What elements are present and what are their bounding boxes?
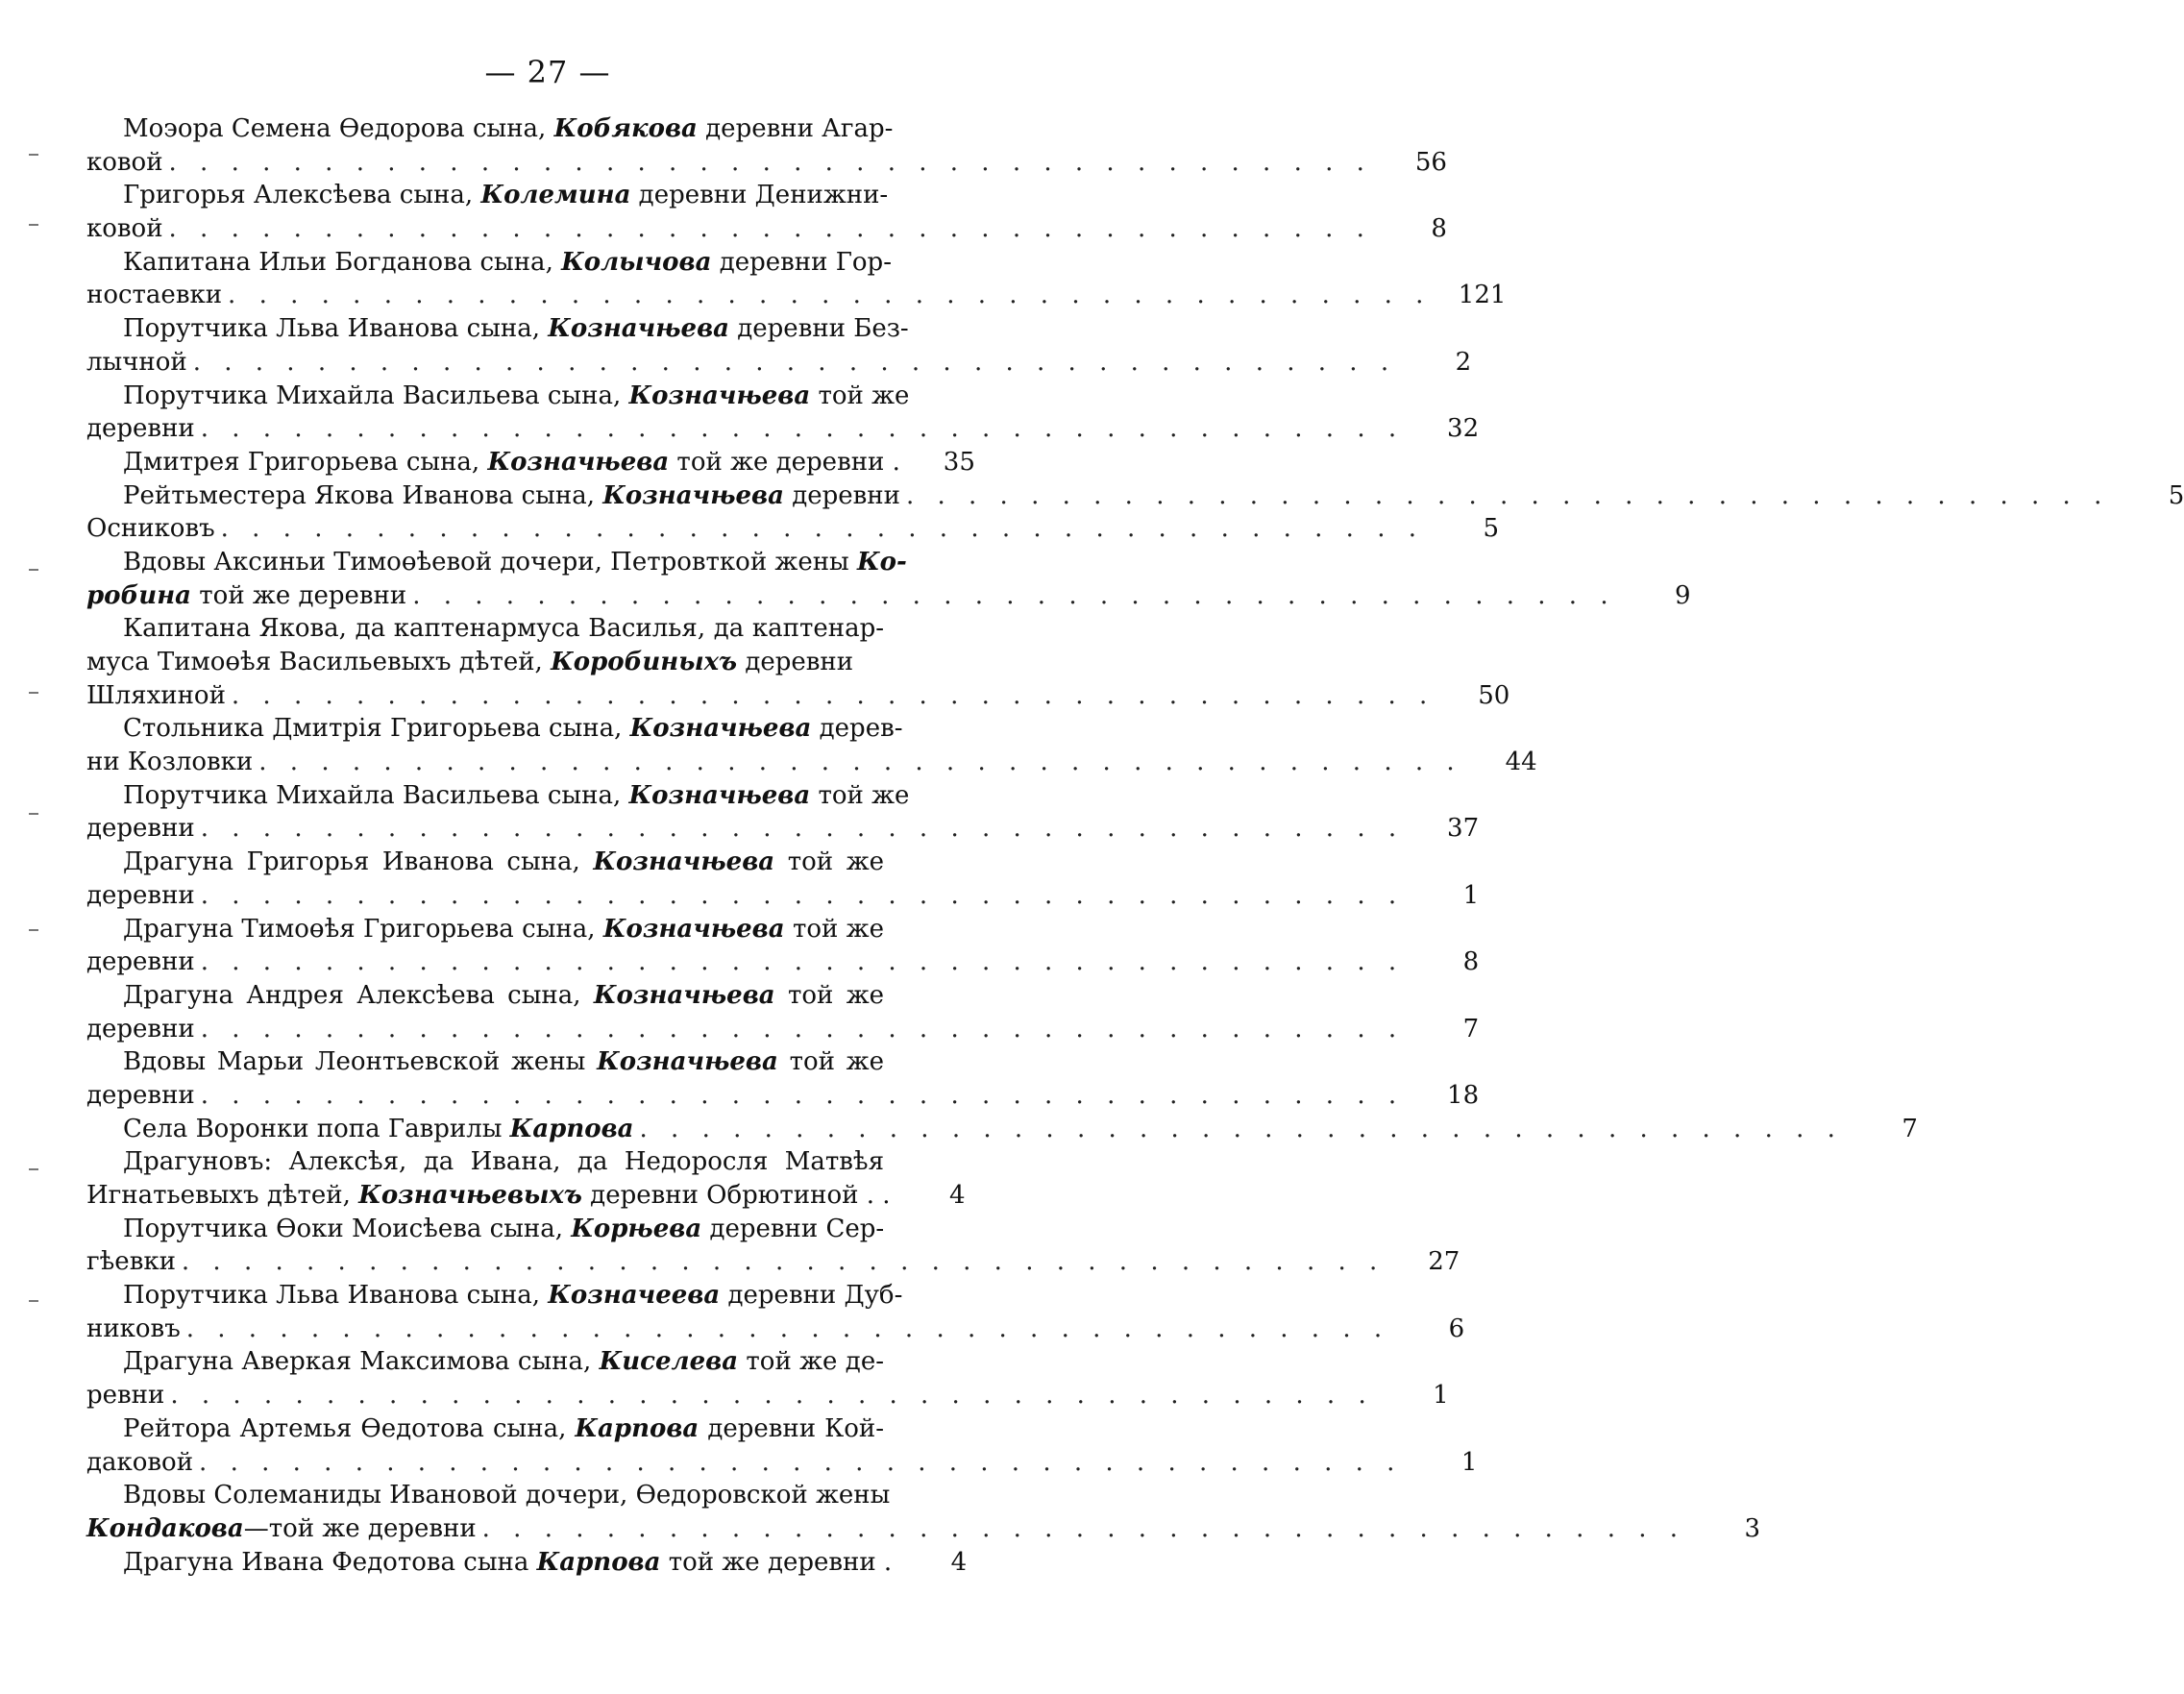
entry-continuation-line	[86, 679, 1510, 713]
entry-first-line	[86, 1145, 932, 1179]
entry-text-after: той же де-	[738, 1347, 884, 1377]
entry	[86, 546, 1691, 612]
entry-text-before: Дмитрея Григорьева сына,	[123, 447, 488, 477]
entry-first-line	[86, 1479, 932, 1512]
surname: Корњева	[571, 1214, 702, 1243]
entry-text	[86, 212, 163, 246]
count-value: 27	[1428, 1247, 1460, 1277]
entry-first-line	[86, 1113, 1918, 1146]
entry	[86, 1145, 966, 1212]
entry-text	[86, 146, 163, 180]
dot-leader	[634, 1113, 1843, 1146]
entry-text	[86, 945, 195, 979]
entry-text	[86, 1313, 181, 1346]
entry-continuation-line	[86, 1079, 1480, 1113]
entry-continuation-line	[86, 579, 1691, 613]
entry	[86, 112, 1447, 179]
entry-text	[86, 1479, 891, 1512]
surname: Козначњева	[548, 314, 729, 344]
entry-text-before: Рейтора Артемья Өедотова сына,	[123, 1413, 576, 1443]
count-value: 7	[1902, 1114, 1918, 1143]
entry-text-before: Драгуна Григорья Иванова сына,	[123, 847, 594, 877]
margin-mark	[29, 929, 38, 931]
entry-first-line	[86, 979, 932, 1013]
dot-leader	[222, 279, 1431, 312]
entry-text	[86, 1446, 193, 1480]
entry-text-after: деревни Сер-	[701, 1214, 885, 1243]
margin-mark	[29, 692, 38, 694]
entry-text	[86, 913, 884, 946]
entry-text-before: Драгуновъ: Алексѣя, да Ивана, да Недоросля Матвѣя	[123, 1147, 884, 1177]
dot-leader	[163, 146, 1372, 180]
count-value: 4	[950, 1547, 968, 1577]
entry	[86, 779, 1480, 846]
surname: Колычова	[561, 247, 712, 277]
entry-first-line	[86, 112, 932, 146]
entry	[86, 246, 1507, 312]
count-value: 8	[1462, 947, 1480, 977]
entry-first-line	[86, 479, 2184, 513]
surname: Козначњева	[628, 780, 811, 810]
entry-first-line	[86, 179, 932, 212]
entry-text	[86, 746, 253, 779]
entry-text	[86, 846, 884, 879]
entry-text	[86, 1512, 477, 1546]
entry	[86, 1113, 1918, 1146]
dot-leader	[195, 412, 1404, 446]
entry-text-after: дерев-	[811, 714, 903, 744]
entry-text-before: Вдовы Марьи Леонтьевской жены	[123, 1047, 598, 1077]
entry	[86, 479, 2184, 546]
entry-first-line	[86, 380, 932, 413]
entry	[86, 1213, 1460, 1279]
count-value: 6	[1448, 1313, 1465, 1343]
entry-first-line	[86, 913, 932, 946]
count-value: 5	[1483, 514, 1500, 544]
entry-continuation-line	[86, 1179, 966, 1213]
entry-text-after: деревни Кой-	[699, 1413, 884, 1443]
entry-continuation-line	[86, 646, 932, 679]
entry-text-before: ревни	[86, 1381, 165, 1411]
entry-first-line	[86, 1045, 932, 1079]
entry-continuation-line	[86, 1379, 1449, 1412]
entry-continuation-line	[86, 746, 1537, 779]
entry-text-before: деревни	[86, 1014, 195, 1043]
entry-text	[86, 1412, 884, 1446]
entry-text	[86, 612, 884, 646]
entry	[86, 612, 1510, 712]
entry-continuation-line	[86, 512, 1500, 546]
count-value: 32	[1447, 414, 1480, 444]
count-value: 56	[1414, 147, 1447, 177]
count-value: 2	[1455, 347, 1472, 377]
entry-text	[86, 646, 854, 679]
entry-text-before: Драгуна Тимоөѣя Григорьева сына,	[123, 914, 603, 944]
entry-text	[86, 1079, 195, 1113]
surname: Ко-	[857, 547, 907, 577]
entry-text	[86, 1245, 176, 1279]
entry-text-before: муса Тимоөѣя Васильевыхъ дѣтей,	[86, 648, 552, 676]
surname: Козначњева	[593, 847, 775, 877]
entry-text-before: гѣевки	[86, 1247, 176, 1277]
margin-mark	[29, 224, 38, 226]
entry-text-before: Капитана Ильи Богданова сына,	[123, 247, 562, 277]
entry-text	[86, 579, 406, 613]
surname: Киселева	[599, 1347, 739, 1377]
entry-text-before: Рейтьместера Якова Иванова сына,	[123, 480, 603, 510]
entry-text	[86, 1179, 891, 1213]
entry-text-before: Вдовы Солеманиды Ивановой дочери, Өедоровской жены	[123, 1481, 891, 1510]
entry-first-line	[86, 1412, 932, 1446]
dot-leader	[900, 479, 2109, 513]
entry-text-after: —той же деревни	[243, 1513, 477, 1543]
entry-text-before: Драгуна Аверкая Максимова сына,	[123, 1347, 600, 1377]
margin-mark	[29, 813, 38, 815]
entry-continuation-line	[86, 945, 1480, 979]
entry-text	[86, 979, 884, 1013]
entry-continuation-line	[86, 279, 1507, 312]
entry-text-after: той же	[810, 381, 910, 410]
surname: Козначњевыхъ	[358, 1181, 582, 1210]
entry-text-before: Григорья Алексѣева сына,	[123, 181, 481, 210]
dot-leader	[164, 1379, 1373, 1412]
surname: Колемина	[480, 181, 631, 210]
entry-text-before: Порутчика Михайла Васильева сына,	[123, 780, 629, 810]
entry	[86, 1045, 1480, 1112]
count-value: 8	[1431, 214, 1447, 244]
entry-continuation-line	[86, 1245, 1460, 1279]
entry	[86, 1279, 1465, 1345]
entry-text	[86, 546, 907, 579]
entry-text-after: той же деревни	[191, 580, 407, 610]
entry-text-before: ковой	[86, 214, 163, 244]
entry-text	[86, 1013, 195, 1046]
entry-text-after: деревни Дуб-	[720, 1281, 903, 1311]
entry-text-before: Моэора Семена Өедорова сына,	[123, 114, 554, 143]
margin-mark	[29, 569, 38, 571]
entry-text	[86, 1145, 884, 1179]
entry-text	[86, 112, 894, 146]
entry-text-after: той же	[784, 914, 884, 944]
entry-text-before: Драгуна Андрея Алексѣева сына,	[123, 980, 594, 1010]
entry-text-before: Игнатьевыхъ дѣтей,	[86, 1181, 359, 1210]
entry-text	[86, 279, 222, 312]
entry-text	[86, 446, 900, 479]
entry-text-before: Драгуна Ивана Федотова сына	[123, 1547, 537, 1577]
entry-text-before: Осниковъ	[86, 514, 215, 544]
entry-text-before: ни Козловки	[86, 748, 254, 777]
count-value: 44	[1505, 748, 1537, 777]
entry-text-after: той же	[774, 847, 884, 877]
entry-text	[86, 1345, 884, 1379]
surname: Кобякова	[553, 114, 698, 143]
surname: Козначњева	[629, 714, 812, 744]
entry-continuation-line	[86, 346, 1472, 380]
surname: Коробиныхъ	[551, 648, 738, 676]
entry-first-line	[86, 546, 932, 579]
entry-continuation-line	[86, 146, 1447, 180]
entry-text-before: Шляхиной	[86, 680, 226, 710]
entry-text	[86, 312, 909, 346]
entry-first-line	[86, 779, 932, 813]
count-value: 37	[1447, 814, 1480, 844]
surname: Козначњева	[602, 914, 785, 944]
entry-text	[86, 712, 903, 746]
entry-text-before: Порутчика Михайла Васильева сына,	[123, 381, 629, 410]
entry-text	[86, 1045, 884, 1079]
entry-text-before: Порутчика Өоки Моисѣева сына,	[123, 1214, 572, 1243]
dot-leader	[477, 1512, 1685, 1546]
count-value: 18	[1447, 1080, 1480, 1110]
entry	[86, 1546, 968, 1580]
surname: Козначњева	[593, 980, 775, 1010]
count-value: 5	[2168, 480, 2184, 510]
entry-first-line	[86, 312, 932, 346]
entry-text-before: деревни	[86, 947, 195, 977]
dot-leader	[163, 212, 1372, 246]
entry-text-after: той же	[810, 780, 910, 810]
margin-mark	[29, 1168, 38, 1170]
entry	[86, 979, 1480, 1045]
entry	[86, 380, 1480, 446]
entry-text-after: той же	[774, 980, 885, 1010]
entry-text-after: деревни Денижни-	[630, 181, 889, 210]
dot-leader	[181, 1313, 1389, 1346]
count-value: 1	[1462, 880, 1480, 910]
dot-leader	[195, 879, 1404, 913]
count-value: 50	[1478, 680, 1510, 710]
dot-leader	[195, 812, 1404, 846]
dot-leader	[193, 1446, 1402, 1480]
entry	[86, 712, 1537, 778]
entry-first-line	[86, 446, 975, 479]
margin-marks	[0, 0, 38, 1694]
entry-text	[86, 812, 195, 846]
entry	[86, 1479, 1761, 1545]
entry-text-after: деревни	[737, 648, 854, 676]
surname: Карпова	[536, 1547, 661, 1577]
entry	[86, 179, 1447, 245]
count-value: 9	[1675, 580, 1691, 610]
entry-text	[86, 1213, 884, 1246]
entry-text-before: ковой	[86, 147, 163, 177]
entry	[86, 1345, 1449, 1412]
surname: Карпова	[575, 1413, 699, 1443]
entry-text-before: Капитана Якова, да каптенармуса Василья, да каптенар-	[123, 614, 884, 644]
dot-leader	[226, 679, 1435, 713]
entry-continuation-line	[86, 1013, 1480, 1046]
entry-text-before: деревни	[86, 414, 195, 444]
dot-leader	[176, 1245, 1385, 1279]
entry-continuation-line	[86, 212, 1447, 246]
entry-text-before: даковой	[86, 1447, 194, 1477]
entry-text-after: той же деревни .	[669, 447, 900, 477]
entry-continuation-line	[86, 812, 1480, 846]
entry-continuation-line	[86, 412, 1480, 446]
count-value: 1	[1433, 1381, 1449, 1411]
surname: Козначњева	[602, 480, 784, 510]
entry-text	[86, 879, 195, 913]
entry-text-after: деревни Без-	[729, 314, 909, 344]
entry-text-before: Села Воронки попа Гаврилы	[123, 1114, 510, 1143]
entry-text-before: никовъ	[86, 1313, 181, 1343]
dot-leader	[195, 1013, 1404, 1046]
entry-text-before: Порутчика Льва Иванова сына,	[123, 314, 549, 344]
surname: Козначњева	[487, 447, 670, 477]
entry-first-line	[86, 1279, 932, 1313]
entry	[86, 446, 975, 479]
entry-first-line	[86, 1546, 968, 1580]
entry-text	[86, 479, 900, 513]
entry-text	[86, 1546, 892, 1580]
count-value: 4	[948, 1181, 966, 1210]
margin-mark	[29, 154, 38, 156]
entry-text	[86, 1379, 164, 1412]
count-value: 35	[943, 447, 975, 477]
entry-text	[86, 179, 889, 212]
count-value: 3	[1744, 1513, 1761, 1543]
entry-text	[86, 512, 215, 546]
surname: Козначњева	[628, 381, 811, 410]
entry-text-before: Вдовы Аксиньи Тимоөѣевой дочери, Петровткой жены	[123, 547, 858, 577]
entry-text	[86, 1113, 634, 1146]
surname: Козначеева	[548, 1281, 721, 1311]
margin-mark	[29, 1300, 38, 1302]
entry-text-before: деревни	[86, 814, 195, 844]
entry-first-line	[86, 1345, 932, 1379]
surname: Кондакова	[86, 1513, 244, 1543]
entry-text	[86, 1279, 903, 1313]
count-value: 7	[1462, 1014, 1480, 1043]
entry-text	[86, 246, 892, 280]
dot-leader	[187, 346, 1396, 380]
entry-text	[86, 779, 910, 813]
entry-continuation-line	[86, 1313, 1465, 1346]
entry-text-after: той же	[777, 1047, 884, 1077]
entry-text-after: деревни	[783, 480, 900, 510]
dot-leader	[406, 579, 1615, 613]
entry-first-line	[86, 846, 932, 879]
entry-text	[86, 679, 226, 713]
dot-leader	[215, 512, 1424, 546]
entry-first-line	[86, 612, 932, 646]
entry-text-after: деревни Агар-	[697, 114, 894, 143]
surname: робина	[86, 580, 192, 610]
entry-text	[86, 346, 187, 380]
entry-continuation-line	[86, 1446, 1478, 1480]
entry-first-line	[86, 1213, 932, 1246]
dot-leader	[195, 945, 1404, 979]
surname: Козначњева	[597, 1047, 778, 1077]
entry-text-before: Стольника Дмитрія Григорьева сына,	[123, 714, 630, 744]
entry-continuation-line	[86, 879, 1480, 913]
entry-continuation-line	[86, 1512, 1761, 1546]
entry-first-line	[86, 712, 932, 746]
entry-text-after: деревни Гор-	[711, 247, 892, 277]
count-value: 1	[1460, 1447, 1478, 1477]
dot-leader	[253, 746, 1461, 779]
entry	[86, 312, 1472, 379]
entry-text-before: лычной	[86, 347, 187, 377]
entry-text-after: деревни Обрютиной . .	[581, 1181, 891, 1210]
entry-first-line	[86, 246, 932, 280]
entry	[86, 1412, 1478, 1479]
entry-text	[86, 380, 910, 413]
entry-text-before: ностаевки	[86, 281, 223, 310]
count-value: 121	[1458, 281, 1507, 310]
entry-text-before: Порутчика Льва Иванова сына,	[123, 1281, 549, 1311]
entry-text-after: той же деревни .	[660, 1547, 893, 1577]
entry	[86, 913, 1480, 979]
entry	[86, 846, 1480, 912]
entry-text-before: деревни	[86, 880, 195, 910]
entry-list	[86, 112, 2184, 1579]
page-number: — 27 —	[484, 54, 611, 90]
surname: Карпова	[509, 1114, 634, 1143]
entry-text	[86, 412, 195, 446]
dot-leader	[195, 1079, 1404, 1113]
entry-text-before: деревни	[86, 1080, 195, 1110]
